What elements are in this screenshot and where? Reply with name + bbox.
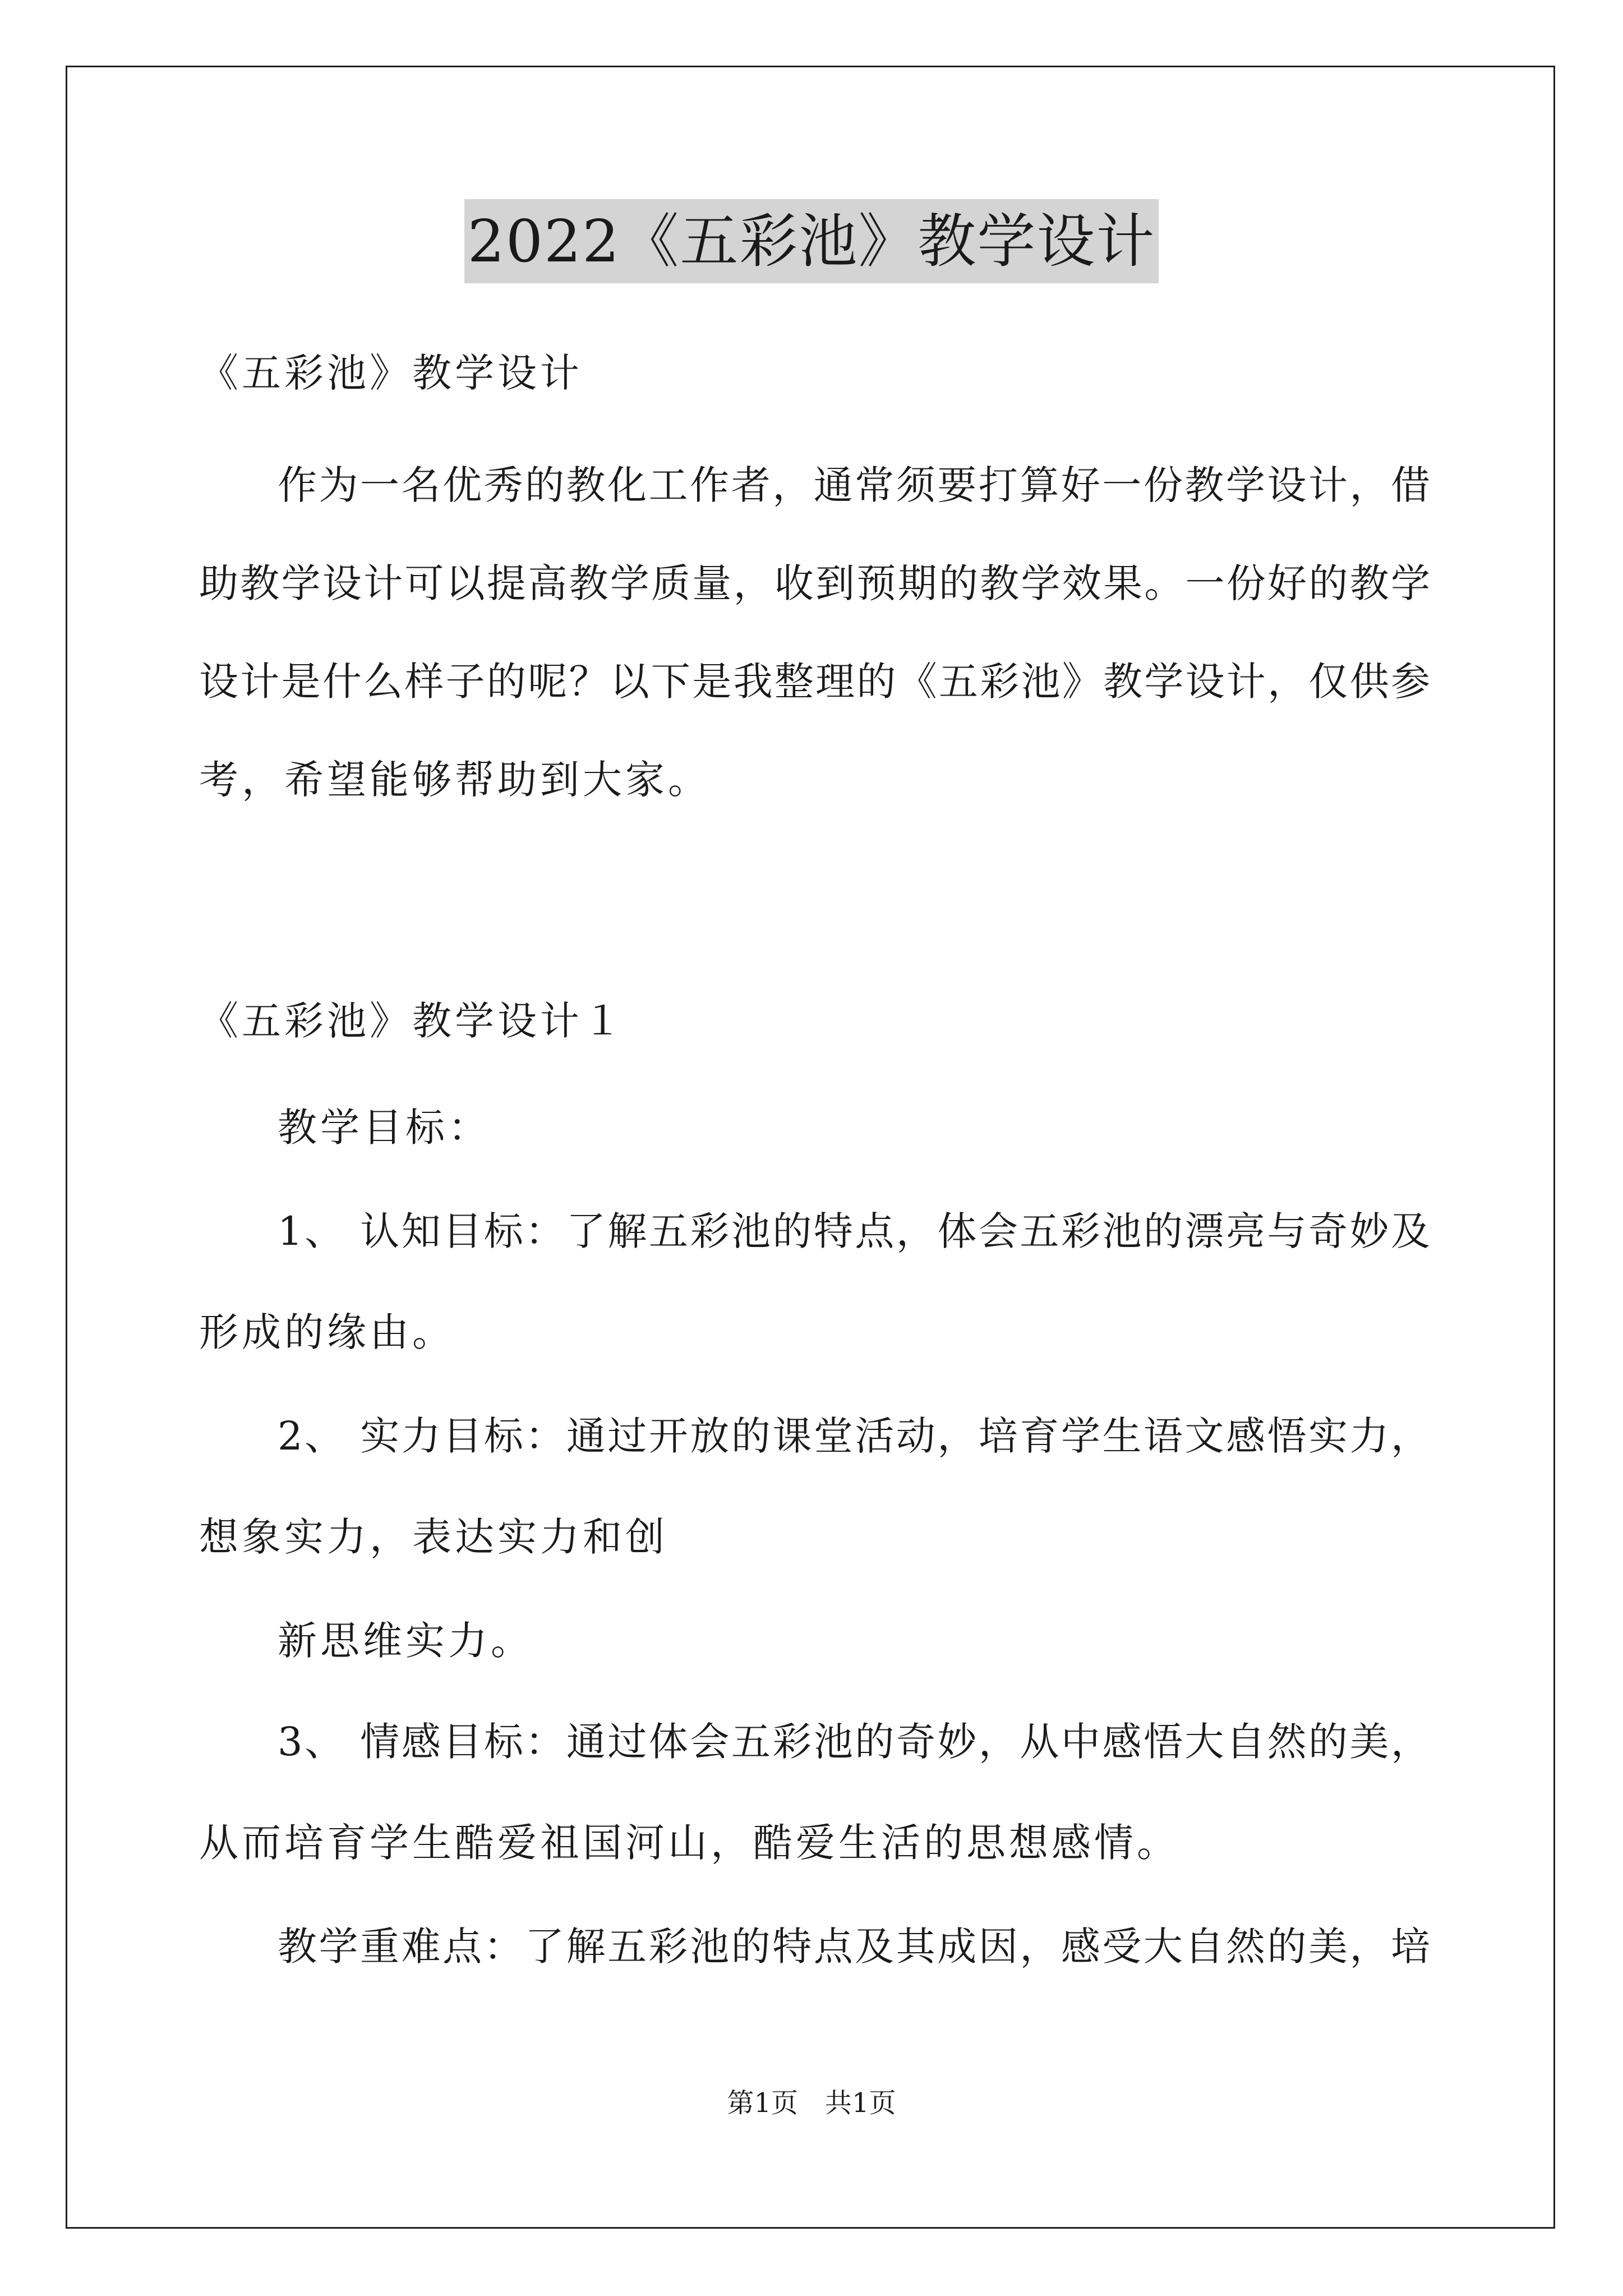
paragraph-line: 考，希望能够帮助到大家。 — [199, 757, 711, 803]
paragraph-line: 想象实力，表达实力和创 — [199, 1514, 668, 1560]
paragraph-line: 教学重难点：了解五彩池的特点及其成因，感受大自然的美，培 — [278, 1924, 1430, 1970]
paragraph-line: 新思维实力。 — [278, 1618, 533, 1664]
section-heading: 《五彩池》教学设计１ — [199, 998, 625, 1044]
paragraph-line: 助教学设计可以提高教学质量，收到预期的教学效果。一份好的教学 — [199, 560, 1430, 606]
paragraph-line: 3、 情感目标：通过体会五彩池的奇妙，从中感悟大自然的美， — [278, 1719, 1430, 1765]
page-footer: 第1页 共1页 — [727, 2087, 896, 2119]
document-title: 2022《五彩池》教学设计 — [464, 199, 1159, 283]
paragraph-line: 从而培育学生酷爱祖国河山，酷爱生活的思想感情。 — [199, 1820, 1179, 1866]
paragraph-line: 设计是什么样子的呢？以下是我整理的《五彩池》教学设计，仅供参 — [199, 659, 1430, 705]
paragraph-line: 1、 认知目标：了解五彩池的特点，体会五彩池的漂亮与奇妙及 — [278, 1208, 1430, 1254]
paragraph-line: 2、 实力目标：通过开放的课堂活动，培育学生语文感悟实力， — [278, 1413, 1430, 1459]
paragraph-line: 教学目标： — [278, 1105, 491, 1151]
paragraph-line: 作为一名优秀的教化工作者，通常须要打算好一份教学设计，借 — [278, 462, 1430, 508]
paragraph-line: 形成的缘由。 — [199, 1309, 455, 1355]
title-container — [0, 199, 1623, 283]
subtitle-line: 《五彩池》教学设计 — [199, 350, 583, 396]
